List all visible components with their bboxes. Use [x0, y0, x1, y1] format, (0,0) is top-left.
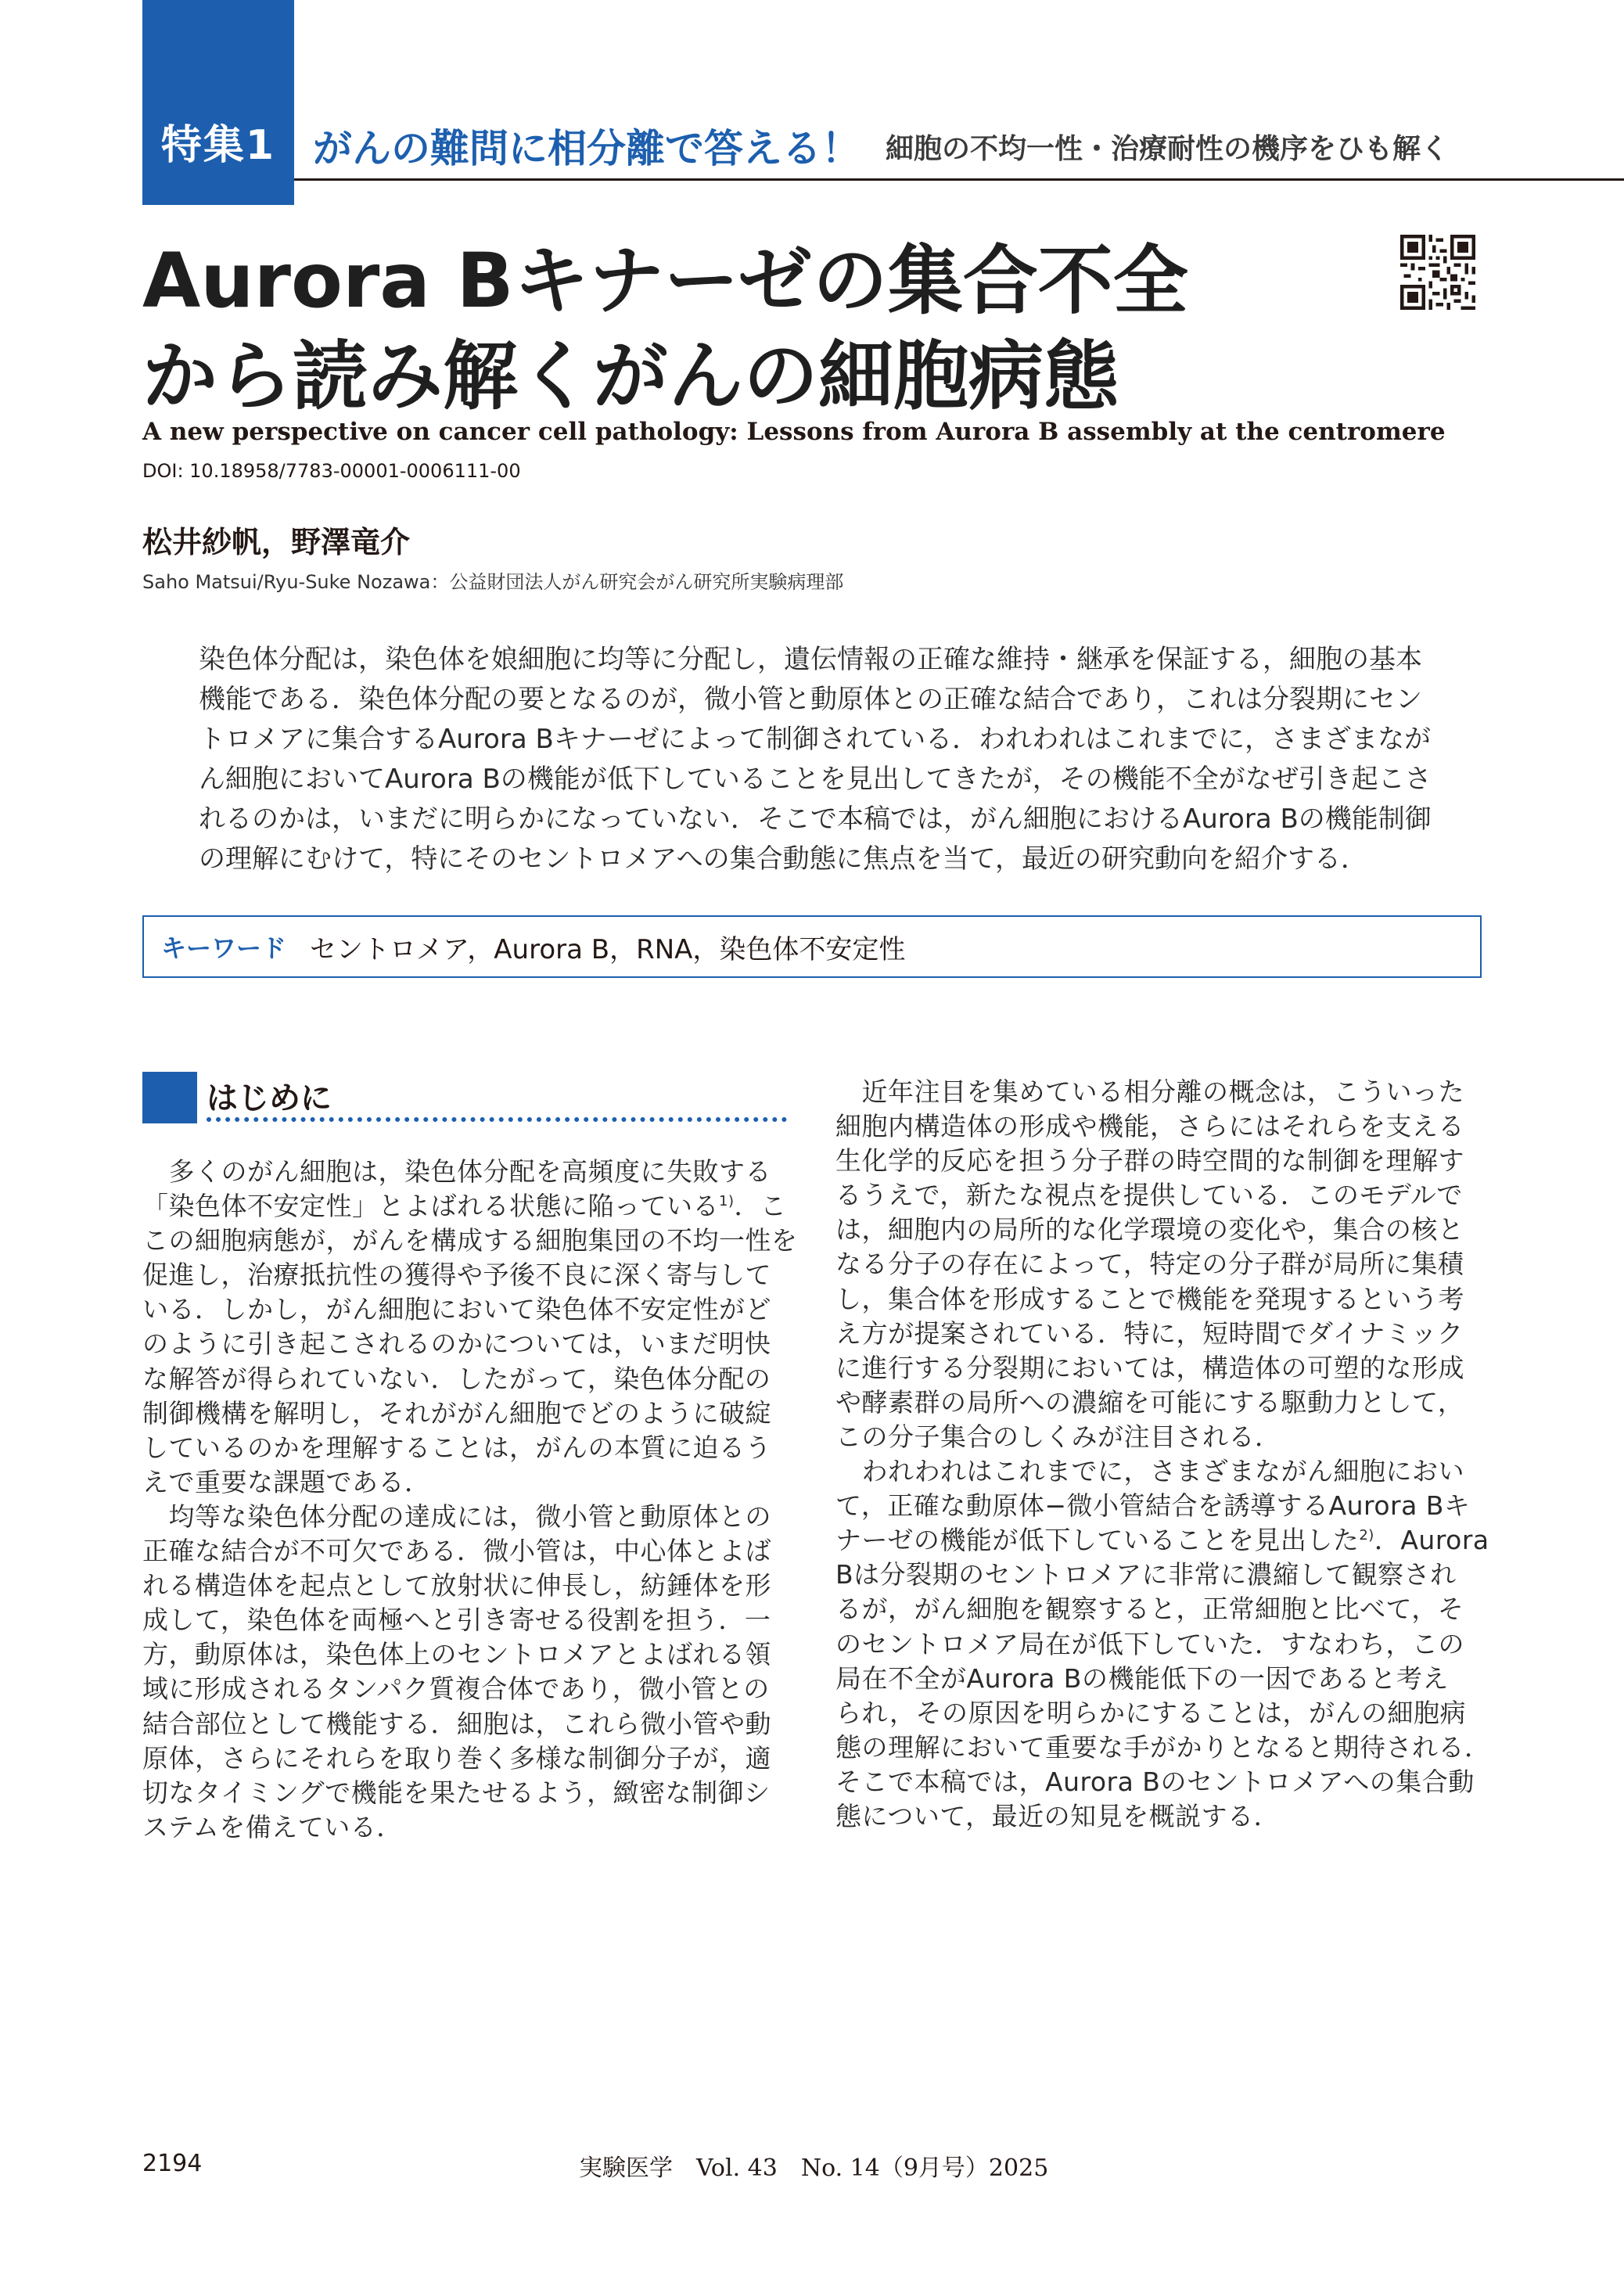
body-line: 制御機構を解明し，それががん細胞でどのように破綻 [142, 1397, 771, 1429]
body-line: 態について，最近の知見を概説する． [835, 1800, 1281, 1831]
body-line: は，細胞内の局所的な化学環境の変化や，集合の核と [835, 1214, 1464, 1245]
authors: 松井紗帆，野澤竜介 [142, 525, 411, 559]
body-line: 方，動原体は，染色体上のセントロメアとよばれる領 [142, 1639, 771, 1670]
keyword-list: セントロメア，Aurora B，RNA，染色体不安定性 [310, 933, 906, 965]
section-rule [207, 1117, 787, 1122]
series-label: 特集1 [142, 0, 294, 205]
body-line: 多くのがん細胞は，染色体分配を高頻度に失敗する [142, 1156, 771, 1187]
qr-code-icon[interactable] [1400, 235, 1475, 310]
body-line: われわれはこれまでに，さまざまながん細胞におい [835, 1456, 1464, 1487]
title-line-2: から読み解くがんの細胞病態 [142, 332, 1119, 420]
body-line: 均等な染色体分配の達成には，微小管と動原体との [142, 1501, 771, 1532]
body-line: に進行する分裂期においては，構造体の可塑的な形成 [835, 1352, 1464, 1383]
body-line: なる分子の存在によって，特定の分子群が局所に集積 [835, 1249, 1464, 1280]
header-rule [294, 178, 1624, 181]
body-line: ステムを備えている． [142, 1811, 403, 1842]
body-line: えで重要な課題である． [142, 1466, 431, 1497]
abstract-line: 染色体分配は，染色体を娘細胞に均等に分配し，遺伝情報の正確な維持・継承を保証する，細胞の基本 [199, 644, 1422, 675]
body-line: れる構造体を起点として放射状に伸長し，紡錘体を形 [142, 1570, 771, 1601]
journal-info: 実験医学 Vol. 43 No. 14（9月号）2025 [579, 2155, 1049, 2182]
abstract [199, 640, 1466, 879]
reference-mark[interactable]: 2) [1359, 1527, 1374, 1544]
body-line: 成して，染色体を両極へと引き寄せる役割を担う．一 [142, 1605, 771, 1636]
body-line: 切なタイミングで機能を果たせるよう，緻密な制御シ [142, 1777, 771, 1808]
body-line: 細胞内構造体の形成や機能，さらにはそれらを支える [835, 1111, 1464, 1142]
affiliation: Saho Matsui/Ryu-Suke Nozawa：公益財団法人がん研究会がん研究所実験病理部 [142, 571, 844, 593]
body-line: しているのかを理解することは，がんの本質に迫るう [142, 1432, 771, 1463]
body-line: 原体，さらにそれらを取り巻く多様な制御分子が，適 [142, 1742, 771, 1774]
body-line: Bは分裂期のセントロメアに非常に濃縮して観察され [835, 1559, 1457, 1590]
body-line: 「染色体不安定性」とよばれる状態に陥っている$^{1)}$．こ [142, 1191, 787, 1222]
body-line: 結合部位として機能する．細胞は，これら微小管や動 [142, 1708, 771, 1739]
section-heading: はじめに [207, 1080, 332, 1116]
english-title: A new perspective on cancer cell pathology: Lessons from Aurora B assembly at the centromere [142, 418, 1446, 446]
body-line: な解答が得られていない．したがって，染色体分配の [142, 1363, 771, 1394]
body-line: この分子集合のしくみが注目される． [835, 1421, 1281, 1452]
body-line: るうえで，新たな視点を提供している．このモデルで [835, 1180, 1463, 1211]
body-line: や酵素群の局所への濃縮を可能にする駆動力として， [835, 1386, 1464, 1418]
body-line: 局在不全がAurora Bの機能低下の一因であると考え [835, 1662, 1449, 1694]
keyword-box [142, 915, 1482, 978]
body-column-left [142, 1155, 798, 1845]
body-line: 近年注目を集めている相分離の概念は，こういった [835, 1076, 1464, 1107]
reference-mark[interactable]: 1) [719, 1193, 735, 1210]
body-line: 正確な結合が不可欠である．微小管は，中心体とよば [142, 1536, 771, 1567]
section-marker [142, 1072, 197, 1123]
abstract-line: の理解にむけて，特にそのセントロメアへの集合動態に焦点を当て，最近の研究動向を紹介する． [199, 843, 1367, 875]
abstract-line: 機能である．染色体分配の要となるのが，微小管と動原体との正確な結合であり，これは分裂期にセン [199, 684, 1422, 715]
body-line: ナーゼの機能が低下していることを見出した$^{2)}$．Aurora [835, 1525, 1489, 1556]
body-line: この細胞病態が，がんを構成する細胞集団の不均一性を [142, 1225, 798, 1256]
body-line: え方が提案されている．特に，短時間でダイナミック [835, 1317, 1464, 1349]
body-column-right [835, 1075, 1491, 1834]
body-line: られ，その原因を明らかにすることは，がんの細胞病 [835, 1697, 1466, 1728]
abstract-line: れるのかは，いまだに明らかになっていない．そこで本稿では，がん細胞におけるAurora Bの機能制御 [199, 803, 1432, 835]
abstract-line: トロメアに集合するAurora Bキナーゼによって制御されている．われわれはこれまでに，さまざまなが [199, 724, 1432, 755]
body-line: 生化学的反応を担う分子群の時空間的な制御を理解す [835, 1145, 1464, 1177]
body-line: し，集合体を形成することで機能を発現するという考 [835, 1283, 1464, 1314]
abstract-line: ん細胞においてAurora Bの機能が低下していることを見出してきたが，その機能不全がなぜ引き起こさ [199, 764, 1432, 795]
body-line: そこで本稿では，Aurora Bのセントロメアへの集合動 [835, 1766, 1475, 1797]
doi[interactable]: DOI: 10.18958/7783-00001-0006111-00 [142, 460, 521, 482]
article-title [142, 233, 1363, 424]
keyword-label: キーワード [161, 933, 287, 963]
series-subtitle: 細胞の不均一性・治療耐性の機序をひも解く [886, 133, 1450, 165]
body-line: 域に形成されるタンパク質複合体であり，微小管との [142, 1673, 770, 1705]
body-line: るが，がん細胞を観察すると，正常細胞と比べて，そ [835, 1594, 1464, 1625]
body-line: 促進し，治療抵抗性の獲得や予後不良に深く寄与して [142, 1260, 771, 1291]
page-number: 2194 [142, 2150, 203, 2177]
body-line: のように引き起こされるのかについては，いまだ明快 [142, 1328, 771, 1360]
series-title: がんの難問に相分離で答える！ [313, 126, 861, 171]
body-line: のセントロメア局在が低下していた．すなわち，この [835, 1628, 1464, 1659]
body-line: て，正確な動原体−微小管結合を誘導するAurora Bキ [835, 1490, 1471, 1522]
body-line: 態の理解において重要な手がかりとなると期待される． [835, 1731, 1491, 1763]
title-line-1: Aurora Bキナーゼの集合不全 [142, 237, 1188, 325]
body-line: いる．しかし，がん細胞において染色体不安定性がど [142, 1294, 771, 1325]
